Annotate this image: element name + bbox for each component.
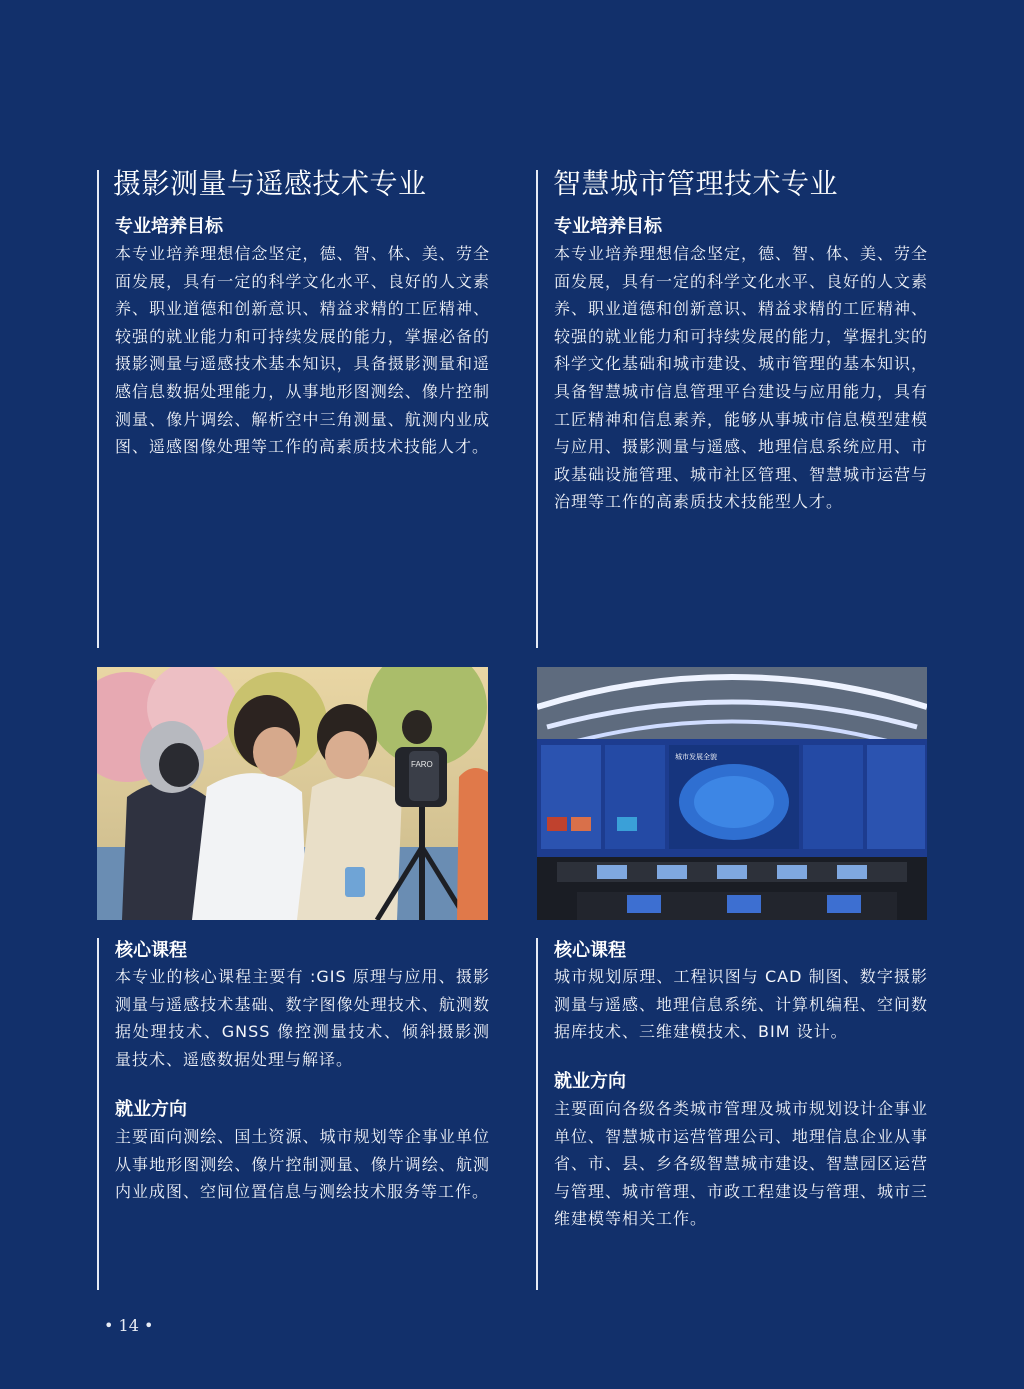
right-bottom-rule [536, 938, 538, 1290]
surveying-photo [97, 667, 488, 920]
right-core-text: 城市规划原理、工程识图与 CAD 制图、数字摄影测量与遥感、地理信息系统、计算机编程、空间数据库技术、三维建模技术、BIM 设计。 [554, 967, 929, 1042]
left-goal-heading: 专业培养目标 [115, 216, 223, 237]
right-job-heading: 就业方向 [554, 1071, 626, 1092]
left-bottom-rule [97, 938, 99, 1290]
left-top-rule [97, 170, 99, 648]
right-major-title: 智慧城市管理技术专业 [553, 167, 839, 200]
left-job-text: 主要面向测绘、国土资源、城市规划等企事业单位从事地形图测绘、像片控制测量、像片调绘、航测内业成图、空间位置信息与测绘技术服务等工作。 [115, 1127, 490, 1202]
right-goal-text: 本专业培养理想信念坚定，德、智、体、美、劳全面发展，具有一定的科学文化水平、良好的人文素养、职业道德和创新意识、精益求精的工匠精神、较强的就业能力和可持续发展的能力，掌握扎实的科学文化基础和城市建设、城市管理的基本知识，具备智慧城市信息管理平台建设与应用能力，具有工匠精神和信息素养，能够从事城市信息模型建模与应用、摄影测量与遥感、地理信息系统应用、市政基础设施管理、城市社区管理、智慧城市运营与治理等工作的高素质技术技能型人才。 [554, 244, 929, 512]
left-job-heading: 就业方向 [115, 1099, 187, 1120]
right-top-rule [536, 170, 538, 648]
right-core-heading: 核心课程 [554, 940, 626, 961]
left-core-text: 本专业的核心课程主要有 :GIS 原理与应用、摄影测量与遥感技术基础、数字图像处理技术、航测数据处理技术、GNSS 像控测量技术、倾斜摄影测量技术、遥感数据处理与解译。 [115, 967, 490, 1069]
page-number: • 14 • [104, 1316, 154, 1335]
right-goal-heading: 专业培养目标 [554, 216, 662, 237]
scanner-brand-label: FARO [411, 760, 433, 769]
left-core-heading: 核心课程 [115, 940, 187, 961]
left-goal-text: 本专业培养理想信念坚定，德、智、体、美、劳全面发展，具有一定的科学文化水平、良好的人文素养、职业道德和创新意识、精益求精的工匠精神、较强的就业能力和可持续发展的能力，掌握必备的摄影测量与遥感技术基本知识，具备摄影测量和遥感信息数据处理能力，从事地形图测绘、像片控制测量、像片调绘、解析空中三角测量、航测内业成图、遥感图像处理等工作的高素质技术技能人才。 [115, 244, 490, 457]
screen-title-label: 城市发展全貌 [675, 754, 717, 761]
control-center-photo [537, 667, 927, 920]
left-major-title: 摄影测量与遥感技术专业 [113, 167, 427, 200]
right-job-text: 主要面向各级各类城市管理及城市规划设计企事业单位、智慧城市运营管理公司、地理信息企业从事省、市、县、乡各级智慧城市建设、智慧园区运营与管理、城市管理、市政工程建设与管理、城市三维建模等相关工作。 [554, 1099, 929, 1229]
